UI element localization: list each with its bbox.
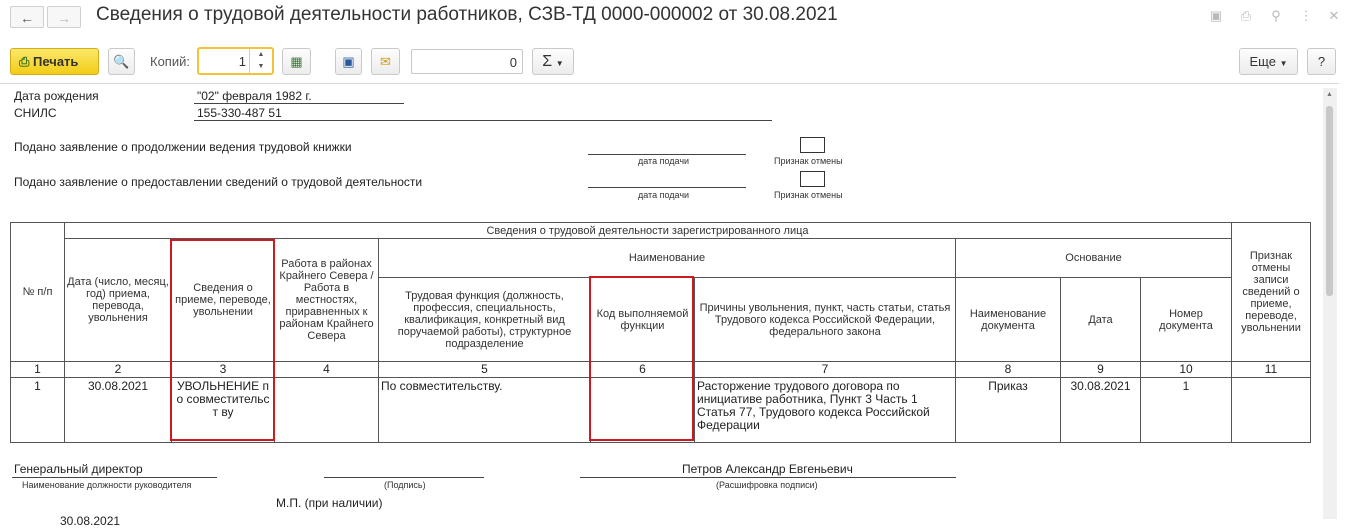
snils-value: 155-330-487 51 bbox=[197, 106, 282, 120]
print-button-label: Печать bbox=[33, 54, 79, 69]
sigma-icon: Σ bbox=[542, 53, 553, 70]
row-reason: Расторжение трудового договора по инициативе работника, Пункт 3 Часть 1 Статья 77, Трудового кодекса Российской Федерации bbox=[697, 379, 930, 432]
help-button-label: ? bbox=[1317, 54, 1326, 69]
print-icon[interactable]: ⎙ bbox=[1240, 8, 1252, 23]
director-name: Петров Александр Евгеньевич bbox=[682, 462, 853, 476]
highlight-code-column bbox=[589, 276, 694, 441]
row-doc-number: 1 bbox=[1182, 379, 1190, 393]
vertical-scrollbar[interactable] bbox=[1323, 88, 1337, 519]
director-title: Генеральный директор bbox=[14, 462, 143, 476]
arrow-left-icon: ← bbox=[20, 10, 34, 26]
header-reason: Причины увольнения, пункт, часть статьи, статья Трудового кодекса Российской Федерации, федерального закона bbox=[699, 301, 951, 338]
copies-value: 1 bbox=[238, 54, 246, 69]
envelope-icon: ✉ bbox=[380, 54, 391, 69]
column-number: 10 bbox=[1179, 362, 1193, 376]
submit-date-caption: дата подачи bbox=[638, 190, 690, 200]
header-info: Сведения о приеме, переводе, увольнении bbox=[175, 282, 271, 318]
row-doc-date: 30.08.2021 bbox=[1070, 379, 1131, 393]
header-doc-date: Дата bbox=[1088, 313, 1113, 326]
header-num: № п/п bbox=[22, 286, 53, 298]
column-number: 11 bbox=[1264, 362, 1278, 376]
column-number: 1 bbox=[34, 362, 41, 376]
column-number: 3 bbox=[219, 362, 227, 376]
row-cancel bbox=[1232, 378, 1310, 442]
more-button-label: Еще bbox=[1249, 54, 1276, 69]
bottom-date: 30.08.2021 bbox=[60, 514, 121, 528]
preview-icon: 🔍 bbox=[113, 54, 130, 69]
row-doc-name: Приказ bbox=[988, 379, 1028, 393]
birth-value: "02" февраля 1982 г. bbox=[197, 89, 312, 103]
column-number: 7 bbox=[821, 362, 829, 376]
row-date: 30.08.2021 bbox=[87, 379, 149, 393]
column-number: 8 bbox=[1004, 362, 1012, 376]
copies-stepper[interactable]: ▲ ▼ bbox=[249, 49, 272, 73]
header-name: Наименование bbox=[628, 252, 706, 264]
statement-continue-book: Подано заявление о продолжении ведения трудовой книжки bbox=[14, 140, 352, 154]
table-header-main: Сведения о трудовой деятельности зарегистрированного лица bbox=[486, 224, 809, 237]
scroll-up-icon[interactable]: ▲ bbox=[1326, 91, 1333, 98]
row-function: По совместительству. bbox=[381, 379, 503, 393]
preview-icon[interactable]: ⚲ bbox=[1271, 8, 1281, 23]
signature-caption: (Подпись) bbox=[384, 480, 426, 490]
save-icon[interactable]: ▣ bbox=[1209, 8, 1223, 23]
director-caption: Наименование должности руководителя bbox=[22, 480, 192, 490]
birth-label: Дата рождения bbox=[14, 89, 99, 103]
arrow-right-icon: → bbox=[57, 10, 71, 26]
scrollbar-thumb[interactable] bbox=[1326, 106, 1333, 296]
close-icon[interactable]: ✕ bbox=[1328, 8, 1340, 23]
column-number: 6 bbox=[639, 362, 646, 376]
header-code: Код выполняемой функции bbox=[596, 307, 689, 332]
snils-label: СНИЛС bbox=[14, 106, 57, 120]
row-north bbox=[275, 378, 378, 442]
name-caption: (Расшифровка подписи) bbox=[716, 480, 818, 490]
cancel-sign-caption: Признак отмены bbox=[774, 156, 843, 166]
row-info: УВОЛЬНЕНИЕ по совместительст ву bbox=[176, 379, 270, 419]
header-cancel: Признак отмены записи сведений о приеме, переводе, увольнении bbox=[1241, 250, 1301, 334]
stamp-label: М.П. (при наличии) bbox=[276, 496, 383, 510]
edit-table-icon: ▦ bbox=[290, 54, 303, 69]
report-document bbox=[0, 83, 1339, 528]
header-doc-name: Наименование документа bbox=[969, 307, 1047, 332]
highlight-info-column bbox=[170, 239, 275, 441]
submit-date-caption: дата подачи bbox=[638, 156, 690, 166]
column-number: 9 bbox=[1097, 362, 1104, 376]
more-menu-icon[interactable]: ⋮ bbox=[1299, 8, 1313, 23]
header-function: Трудовая функция (должность, профессия, специальность, квалификация, конкретный вид поручаемой работы), структурное подразделение bbox=[397, 289, 572, 350]
chevron-down-icon: ▼ bbox=[555, 59, 564, 68]
header-doc-number: Номер документа bbox=[1159, 307, 1213, 332]
sum-value: 0 bbox=[509, 55, 517, 70]
cancel-sign-caption: Признак отмены bbox=[774, 190, 843, 200]
header-date: Дата (число, месяц, год) приема, перевода, увольнения bbox=[67, 276, 169, 324]
header-basis: Основание bbox=[1065, 252, 1122, 264]
window-title: Сведения о трудовой деятельности работников, СЗВ-ТД 0000-000002 от 30.08.2021 bbox=[96, 4, 838, 25]
column-number: 5 bbox=[481, 362, 488, 376]
column-number: 4 bbox=[323, 362, 330, 376]
statement-provide-info: Подано заявление о предоставлении сведений о трудовой деятельности bbox=[14, 175, 423, 189]
column-number: 2 bbox=[114, 362, 122, 376]
row-num: 1 bbox=[34, 379, 41, 393]
copies-label: Копий: bbox=[150, 54, 190, 69]
printer-icon: ⎙ bbox=[19, 54, 30, 69]
header-north: Работа в районах Крайнего Севера / Работа в местностях, приравненных к районам Крайнего Севера bbox=[279, 258, 374, 342]
chevron-down-icon: ▼ bbox=[1279, 59, 1288, 68]
floppy-icon: ▣ bbox=[342, 54, 355, 69]
